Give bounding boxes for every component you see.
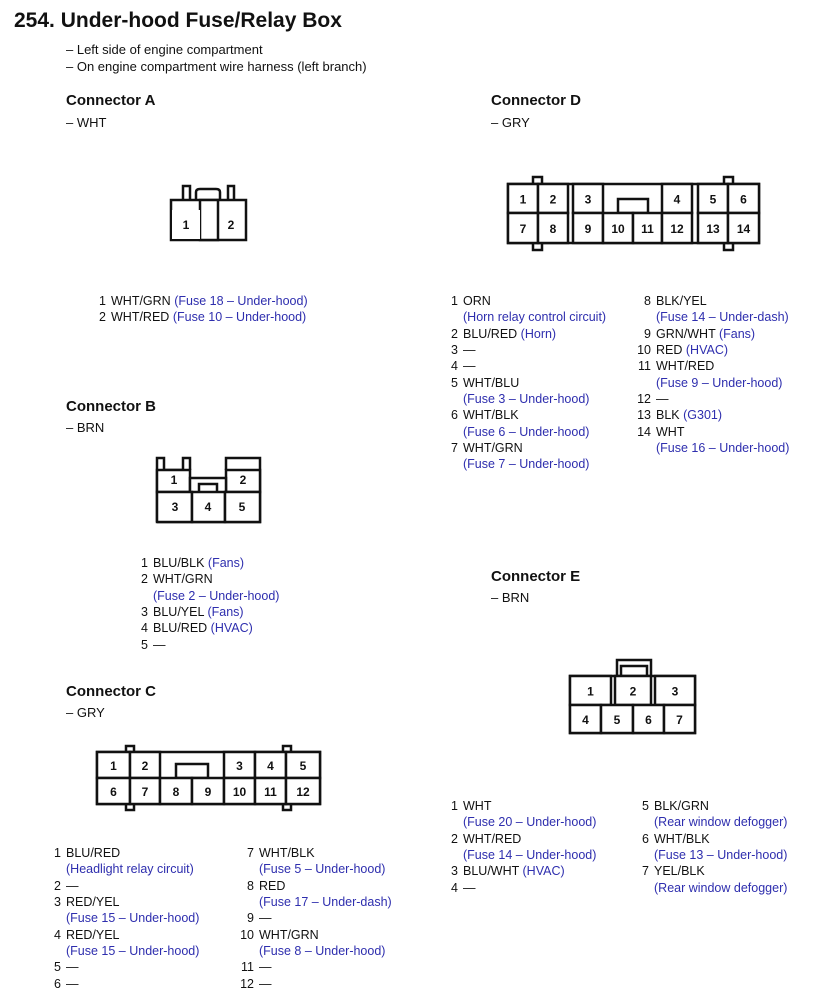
wire-color: GRN/WHT <box>656 326 716 341</box>
circuit-description: (Fuse 7 – Under-hood) <box>463 457 590 472</box>
pin-entry <box>88 309 308 325</box>
circuit-description: (Fuse 15 – Under-hood) <box>66 911 200 926</box>
wire-color: BLU/YEL <box>153 605 204 620</box>
wire-color: WHT/RED <box>656 359 715 374</box>
pin-entry <box>633 342 789 358</box>
wire-color: BLU/WHT <box>463 864 520 879</box>
pin-label: 2 <box>629 684 637 699</box>
wire-color: YEL/BLK <box>654 864 705 879</box>
pin-number: 12 <box>240 976 254 991</box>
pin-number: 13 <box>637 408 651 423</box>
pin-entry <box>440 440 606 473</box>
pin-entry <box>440 863 596 879</box>
connector-c-heading: Connector C <box>66 683 156 700</box>
svg-text:4: 4 <box>204 500 212 514</box>
circuit-description: (HVAC) <box>522 864 565 879</box>
connector-e-diagram <box>570 660 695 733</box>
pin-entry <box>236 976 392 992</box>
pin-label: 6 <box>110 785 117 799</box>
circuit-description: (HVAC) <box>685 343 729 358</box>
pin-label: 4 <box>267 759 274 773</box>
connector-a-heading: Connector A <box>66 92 156 109</box>
wire-color: WHT/BLU <box>463 375 520 390</box>
pin-number: 1 <box>141 556 148 570</box>
circuit-description: (Fans) <box>207 556 245 570</box>
wire-color: BLU/RED <box>463 326 518 341</box>
pin-label: 3 <box>584 192 592 207</box>
wire-color: WHT/BLK <box>463 408 519 423</box>
wire-color: WHT/GRN <box>111 294 171 308</box>
connector-b-pin-list <box>130 555 279 653</box>
location-line: – On engine compartment wire harness (left branch) <box>66 59 367 74</box>
pin-label: 1 <box>587 684 594 699</box>
pin-number: 4 <box>141 621 148 636</box>
pin-entry <box>43 878 199 894</box>
pin-entry <box>130 555 279 571</box>
pin-number: 12 <box>637 392 651 407</box>
wire-color: — <box>463 359 476 374</box>
pin-entry <box>130 571 279 604</box>
connector-a-color: – WHT <box>66 115 107 130</box>
pin-entry <box>633 293 789 326</box>
circuit-description: (Fuse 6 – Under-hood) <box>463 424 590 439</box>
pin-entry <box>440 375 606 408</box>
pin-label: 5 <box>299 759 307 773</box>
circuit-description: (Horn relay control circuit) <box>463 310 607 325</box>
pin-number: 1 <box>99 294 106 308</box>
circuit-description: (Fuse 15 – Under-hood) <box>66 944 200 959</box>
pin-number: 10 <box>637 343 651 358</box>
pin-entry <box>633 407 789 423</box>
pin-entry <box>236 910 392 926</box>
pin-number: 3 <box>141 605 148 620</box>
circuit-description: (Fuse 3 – Under-hood) <box>463 392 590 407</box>
pin-number: 7 <box>642 864 649 879</box>
pin-label: 1 <box>110 759 117 773</box>
wire-color: ORN <box>463 294 491 308</box>
connector-d-pin-list <box>633 293 789 456</box>
pin-entry <box>236 878 392 911</box>
svg-text:1: 1 <box>170 473 178 487</box>
connector-c-pin-list <box>236 845 392 992</box>
wire-color: RED <box>656 343 683 358</box>
pin-entry <box>440 358 606 374</box>
pin-label: 6 <box>740 192 747 207</box>
connector-b-diagram <box>157 458 260 522</box>
pin-number: 5 <box>451 375 458 390</box>
pin-entry <box>631 831 787 864</box>
pin-number: 2 <box>54 878 61 893</box>
pin-label: 6 <box>645 713 652 727</box>
pin-entry <box>631 798 787 831</box>
pin-entry <box>631 863 787 896</box>
pin-number: 2 <box>99 310 106 325</box>
pin-number: 2 <box>451 831 458 846</box>
pin-entry <box>633 391 789 407</box>
circuit-description: (Fuse 9 – Under-hood) <box>656 375 783 390</box>
pin-number: 6 <box>642 831 649 846</box>
connector-c-pin-list <box>43 845 199 992</box>
circuit-description: (Fuse 5 – Under-hood) <box>259 862 386 877</box>
pin-entry <box>440 407 606 440</box>
connector-c-diagram <box>97 746 320 810</box>
pin-label: 2 <box>227 218 235 232</box>
connector-d-diagram <box>508 177 759 250</box>
connector-e-pin-list <box>631 798 787 896</box>
wire-color: — <box>259 960 272 975</box>
pin-number: 7 <box>247 846 254 860</box>
pin-label: 1 <box>182 218 190 232</box>
pin-entry <box>440 880 596 896</box>
pin-label: 9 <box>584 222 592 236</box>
circuit-description: (Horn) <box>520 326 557 341</box>
latch <box>176 764 208 778</box>
connector-a-diagram <box>171 186 246 240</box>
wire-color: WHT/RED <box>463 831 522 846</box>
wire-color: BLK/GRN <box>654 799 709 813</box>
pin-number: 3 <box>451 343 458 358</box>
wire-color: BLK/YEL <box>656 294 707 308</box>
pin-number: 3 <box>451 864 458 879</box>
pin-entry <box>440 798 596 831</box>
wire-color: BLK <box>656 408 680 423</box>
pin-label: 8 <box>172 785 180 799</box>
wire-color: WHT <box>656 424 685 439</box>
pin-label: 7 <box>141 785 149 799</box>
pin-entry <box>236 959 392 975</box>
connector-d-heading: Connector D <box>491 92 581 109</box>
svg-text:5: 5 <box>238 500 246 514</box>
wire-color: — <box>259 976 272 991</box>
wire-color: — <box>66 878 79 893</box>
pin-label: 7 <box>519 222 527 236</box>
pin-label: 3 <box>671 684 679 699</box>
pin-label: 1 <box>519 192 527 207</box>
wire-color: — <box>66 960 79 975</box>
pin-entry <box>43 927 199 960</box>
wire-color: BLU/RED <box>153 621 208 636</box>
pin-number: 9 <box>644 326 651 341</box>
pin-label: 12 <box>670 222 684 236</box>
pin-entry <box>633 424 789 457</box>
wire-color: WHT/BLK <box>654 831 710 846</box>
wire-color: — <box>656 392 669 407</box>
connector-e-color: – BRN <box>491 590 530 605</box>
pin-number: 1 <box>54 846 61 860</box>
pin-label: 8 <box>549 222 557 236</box>
connector-d-color: – GRY <box>491 115 530 130</box>
circuit-description: (G301) <box>683 408 723 423</box>
wire-color: RED/YEL <box>66 927 120 942</box>
wire-color: WHT/RED <box>111 310 170 325</box>
pin-number: 5 <box>642 799 649 813</box>
wire-color: WHT/GRN <box>259 927 319 942</box>
pin-entry <box>130 604 279 620</box>
circuit-description: (Headlight relay circuit) <box>66 862 194 877</box>
pin-entry <box>440 293 606 326</box>
circuit-description: (Rear window defogger) <box>654 815 788 830</box>
wire-color: RED/YEL <box>66 895 120 910</box>
circuit-description: (Fans) <box>207 605 244 620</box>
pin-number: 6 <box>54 976 61 991</box>
location-line: – Left side of engine compartment <box>66 42 263 57</box>
connector-e-heading: Connector E <box>491 568 581 585</box>
connector-e-pin-list <box>440 798 596 896</box>
wire-color: RED <box>259 878 286 893</box>
svg-text:3: 3 <box>171 500 179 514</box>
pin-number: 8 <box>644 294 651 308</box>
pin-label: 5 <box>709 192 717 207</box>
connector-d-pin-list <box>440 293 606 473</box>
pin-entry <box>130 620 279 636</box>
connector-c-color: – GRY <box>66 705 105 720</box>
pin-label: 4 <box>582 713 589 727</box>
pin-label: 11 <box>641 222 654 236</box>
circuit-description: (Fans) <box>718 326 756 341</box>
pin-number: 1 <box>451 294 458 308</box>
pin-number: 4 <box>451 359 458 374</box>
wire-color: — <box>463 343 476 358</box>
circuit-description: (HVAC) <box>210 621 253 636</box>
wire-color: WHT/GRN <box>153 572 213 587</box>
pin-label: 2 <box>549 192 557 207</box>
pin-entry <box>43 845 199 878</box>
pin-number: 4 <box>54 927 61 942</box>
pin-label: 4 <box>673 192 681 207</box>
wire-color: — <box>463 880 476 895</box>
pin-label: 3 <box>236 759 243 773</box>
connector-b-heading: Connector B <box>66 398 156 415</box>
pin-number: 11 <box>638 359 651 374</box>
svg-text:2: 2 <box>239 473 247 487</box>
pin-entry <box>43 976 199 992</box>
circuit-description: (Fuse 13 – Under-hood) <box>654 848 788 863</box>
wire-color: BLU/BLK <box>153 556 205 570</box>
wire-color: WHT <box>463 799 492 813</box>
wire-color: BLU/RED <box>66 846 121 860</box>
pin-entry <box>633 326 789 342</box>
circuit-description: (Fuse 17 – Under-dash) <box>259 895 392 910</box>
pin-label: 10 <box>232 785 247 799</box>
circuit-description: (Fuse 8 – Under-hood) <box>259 944 386 959</box>
pin-number: 1 <box>451 799 458 813</box>
pin-number: 3 <box>54 895 61 910</box>
pin-number: 4 <box>451 880 458 895</box>
pin-label: 2 <box>141 759 149 773</box>
pin-label: 14 <box>736 222 751 236</box>
pin-number: 2 <box>141 572 148 587</box>
pin-label: 9 <box>204 785 212 799</box>
wire-color: — <box>66 976 79 991</box>
pin-number: 5 <box>54 960 61 975</box>
pin-number: 7 <box>451 441 458 456</box>
pin-number: 11 <box>241 960 254 975</box>
pin-label: 5 <box>613 713 621 727</box>
circuit-description: (Fuse 16 – Under-hood) <box>656 441 790 456</box>
pin-number: 9 <box>247 911 254 926</box>
circuit-description: (Fuse 18 – Under-hood) <box>174 294 308 308</box>
circuit-description: (Fuse 20 – Under-hood) <box>463 815 597 830</box>
pin-entry <box>440 342 606 358</box>
pin-entry <box>440 831 596 864</box>
circuit-description: (Fuse 14 – Under-hood) <box>463 848 597 863</box>
circuit-description: (Fuse 2 – Under-hood) <box>153 588 280 603</box>
pin-entry <box>236 845 392 878</box>
pin-number: 2 <box>451 326 458 341</box>
pin-entry <box>43 894 199 927</box>
pin-number: 10 <box>240 927 254 942</box>
pin-label: 11 <box>264 785 277 799</box>
connector-b-color: – BRN <box>66 420 105 435</box>
pin-number: 14 <box>637 424 651 439</box>
pin-number: 6 <box>451 408 458 423</box>
pin-entry <box>43 959 199 975</box>
circuit-description: (Fuse 10 – Under-hood) <box>172 310 307 325</box>
pin-entry <box>633 358 789 391</box>
pin-entry <box>88 293 308 309</box>
pin-number: 5 <box>141 637 148 652</box>
pin-entry <box>130 637 279 653</box>
pin-label: 12 <box>296 785 310 799</box>
wire-color: WHT/GRN <box>463 441 523 456</box>
pin-label: 10 <box>611 222 625 236</box>
circuit-description: (Fuse 14 – Under-dash) <box>656 310 789 325</box>
latch <box>618 199 648 213</box>
pin-label: 7 <box>676 713 683 727</box>
circuit-description: (Rear window defogger) <box>654 880 788 895</box>
pin-entry <box>236 927 392 960</box>
wire-color: — <box>153 637 166 652</box>
page-title: 254. Under-hood Fuse/Relay Box <box>14 9 342 32</box>
pin-number: 8 <box>247 878 254 893</box>
connector-a-pin-list <box>88 293 308 326</box>
pin-entry <box>440 326 606 342</box>
pin-label: 13 <box>706 222 720 236</box>
wire-color: — <box>259 911 272 926</box>
wire-color: WHT/BLK <box>259 846 315 860</box>
